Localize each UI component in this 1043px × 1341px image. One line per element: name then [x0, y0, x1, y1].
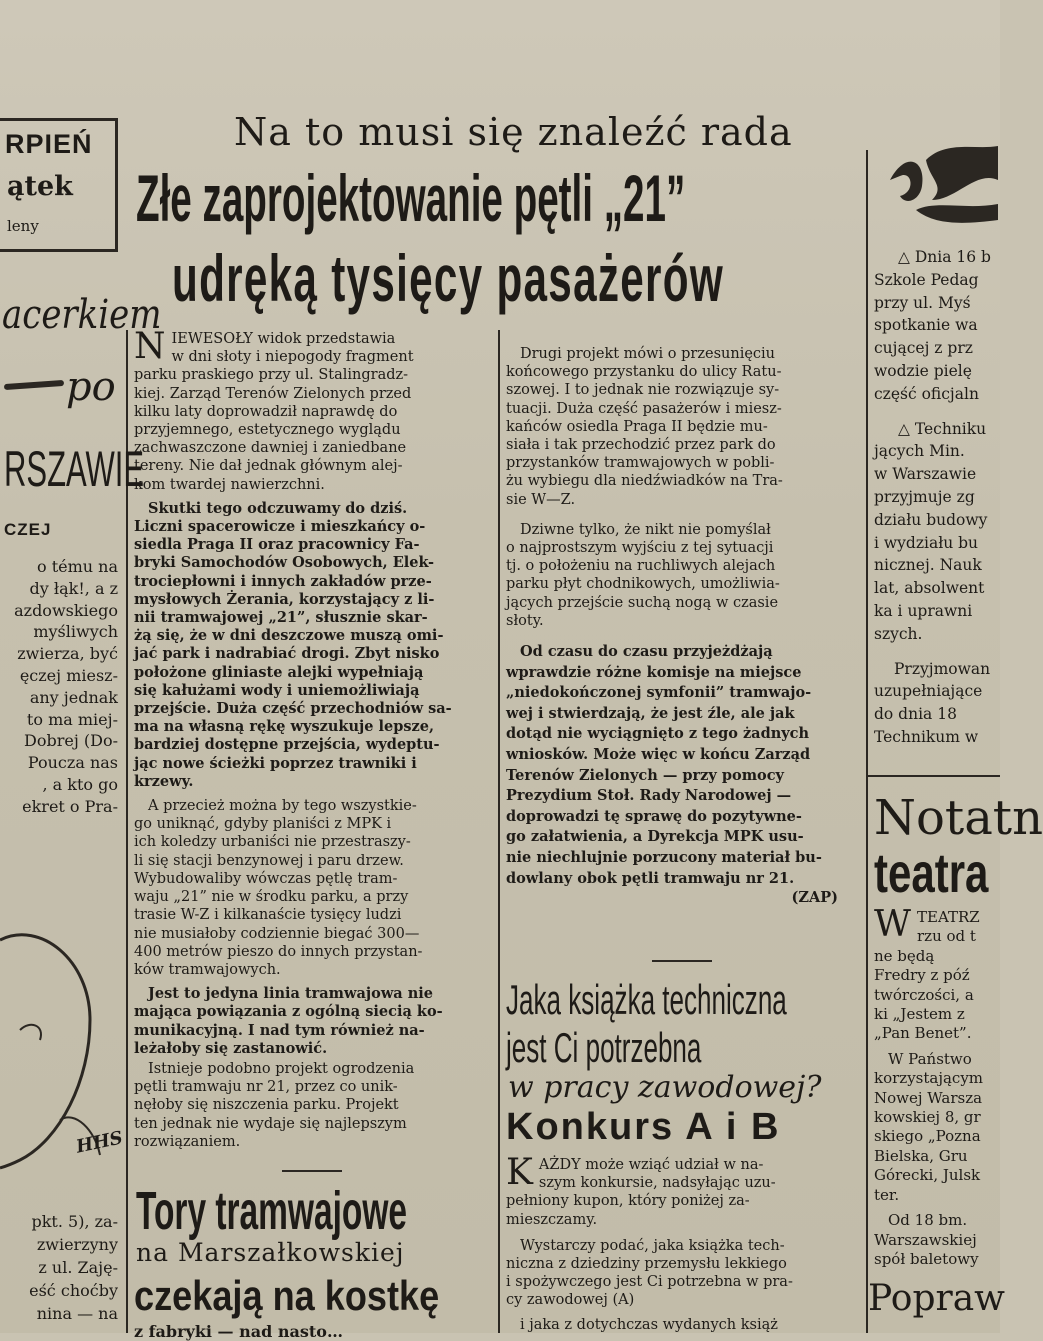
popraw-heading: Popraw: [868, 1278, 1005, 1319]
text-line: zachwaszczone dawniej i zaniedbane: [134, 440, 407, 457]
text-line: Istnieje podobno projekt ogrodzenia: [148, 1060, 415, 1077]
left-box: [0, 118, 118, 252]
text-line: cy zawodowej (A): [506, 1292, 635, 1309]
box-subtitle: ątek: [7, 171, 73, 202]
text-line: kom twardej nawierzchni.: [134, 476, 325, 493]
text-line: żu wybiegu dla niedźwiadków na Tra-: [506, 473, 783, 490]
text-line: Od 18 bm.: [888, 1211, 968, 1230]
text-line: Fredry z póź: [874, 966, 970, 985]
text-line: przy ul. Myś: [874, 293, 971, 312]
notatnik-heading: Notatn: [874, 790, 1043, 846]
text-line: się kałużami wody i uniemożliwiają: [134, 681, 420, 699]
text-line: Wybudowaliby wówczas pętlę tram-: [134, 870, 398, 887]
text-line: spół baletowy: [874, 1249, 979, 1268]
article-column-2: [506, 345, 858, 907]
right-column-text: [874, 246, 1034, 749]
text-line: i jaka z dotychczas wydanych książ: [520, 1316, 778, 1333]
notatnik-subheading: teatra: [874, 841, 989, 904]
article-headline: Złe zaprojektowanie pętli „21”: [136, 161, 686, 235]
text-line: wej i stwierdzają, że jest źle, ale jak: [506, 704, 795, 722]
text-line: , a kto go: [42, 774, 118, 794]
text-line: żą się, że w dni deszczowe muszą omi-: [134, 627, 444, 645]
text-line: tuacji. Duża część pasażerów i miesz-: [506, 400, 782, 417]
text-line: nęłoby się niszczenia parku. Projekt: [134, 1097, 399, 1114]
paragraph: [874, 658, 1034, 749]
text-line: any jednak: [29, 687, 118, 707]
text-line: Bielska, Gru: [874, 1146, 968, 1165]
paragraph: [506, 521, 858, 630]
bold-paragraph: [134, 985, 490, 1058]
text-line: azdowskiego: [14, 600, 118, 620]
tory-subheadline: na Marszałkowskiej: [136, 1238, 405, 1267]
text-line: Liczni spacerowicze i mieszkańcy o-: [134, 518, 426, 536]
text-line: kowskiej 8, gr: [874, 1108, 981, 1127]
text-line: dotąd nie wyciągnięto z tego żadnych: [506, 725, 810, 743]
text-line: nina — na: [36, 1304, 118, 1323]
article-column-1: [134, 326, 490, 1151]
text-line: lat, absolwent: [874, 579, 985, 598]
text-line: ten jednak nie wydaje się najlepszym: [134, 1115, 407, 1132]
paragraph: [506, 345, 858, 509]
text-line: nicznej. Nauk: [874, 556, 982, 575]
text-line: rzu od t: [917, 927, 976, 946]
text-line: Poucza nas: [27, 753, 118, 773]
text-line: pętli tramwaju nr 21, przez co unik-: [134, 1079, 398, 1096]
text-line: szych.: [874, 624, 923, 643]
script-title: acerkiem: [2, 292, 162, 338]
text-line: wodzie pielę: [874, 361, 972, 380]
text-line: ekret o Pra-: [22, 796, 118, 816]
text-line: leżałoby się zastanowić.: [134, 1039, 328, 1057]
text-line: jać park i nadrabiać drogi. Zbyt nisko: [134, 645, 440, 663]
text-line: zwierza, być: [17, 644, 118, 664]
text-line: mieszczamy.: [506, 1211, 598, 1228]
text-line: przyjmuje zg: [874, 487, 975, 506]
text-line: dy łąk!, a z: [29, 578, 118, 598]
drop-cap: K: [506, 1152, 533, 1193]
paragraph: [134, 1060, 490, 1151]
text-line: Prezydium Stoł. Rady Narodowej —: [506, 787, 792, 805]
bold-paragraph: [506, 642, 858, 889]
text-line: go załatwienia, a Dyrekcja MPK usu-: [506, 828, 804, 846]
text-line: Skutki tego odczuwamy do dziś.: [148, 499, 408, 517]
text-line: cującej z prz: [874, 339, 973, 358]
konkurs-headline-second: jest Ci potrzebna: [506, 1024, 702, 1071]
text-line: A przecież można by tego wszystkie-: [148, 798, 417, 815]
text-line: Dobrej (Do-: [24, 731, 118, 751]
text-line: trociepłowni i innych zakładów prze-: [134, 572, 432, 590]
text-line: rozwiązaniem.: [134, 1133, 241, 1150]
text-line: Przyjmowan: [894, 659, 991, 678]
text-line: wniosków. Może więc w końcu Zarząd: [506, 746, 811, 764]
text-line: △ Techniku: [898, 419, 987, 438]
text-line: o najprostszym wyjściu z tej sytuacji: [506, 540, 774, 557]
decorative-logo-icon: [886, 140, 1000, 236]
text-line: ich koledzy urbaniści nie przestraszy-: [134, 834, 411, 851]
article-headline-second: udręką tysięcy pasażerów: [172, 241, 724, 315]
text-line: skiego „Pozna: [874, 1127, 981, 1146]
text-line: trasie W-Z i kilkanaście tysięcy ludzi: [134, 907, 402, 924]
text-line: to ma miej-: [26, 709, 118, 729]
text-line: w dni słoty i niepogody fragment: [171, 349, 414, 366]
text-line: li się stacji benzynowej i paru drzew.: [134, 852, 404, 869]
text-line: bardziej dostępne przejścia, wydeptu-: [134, 736, 440, 754]
text-line: kańców osiedla Praga II będzie mu-: [506, 418, 768, 435]
paragraph: [874, 418, 1034, 646]
section-subheading: CZEJ: [4, 520, 52, 539]
text-line: i wydziału bu: [874, 533, 979, 552]
text-line: eść choćby: [29, 1281, 118, 1300]
text-line: waju „21” nie w środku parku, a przy: [134, 889, 409, 906]
text-line: ki „Jestem z: [874, 1005, 965, 1024]
text-line: siała i tak przechodzić przez park do: [506, 437, 776, 454]
text-line: korzystającym: [874, 1069, 984, 1088]
text-line: „Pan Benet”.: [874, 1024, 972, 1043]
text-line: ter.: [874, 1185, 900, 1204]
text-line: dowlany obok pętli tramwaju nr 21.: [506, 869, 795, 887]
text-line: nie musiałoby codziennie biegać 300—: [134, 925, 420, 942]
text-line: wprawdzie różne komisje na miejsce: [506, 663, 802, 681]
text-line: i spożywczego jest Ci potrzebna w pra-: [506, 1274, 793, 1291]
text-line: końcowego przystanku do ulicy Ratu-: [506, 364, 782, 381]
text-line: spotkanie wa: [874, 316, 978, 335]
text-line: bryki Samochodów Osobowych, Elek-: [134, 554, 434, 572]
text-line: mająca powiązania z ogólną siecią ko-: [134, 1003, 443, 1021]
paragraph: [506, 1152, 858, 1229]
text-line: niczna z dziedziny przemysłu lekkiego: [506, 1256, 787, 1273]
text-line: nie niechlujnie porzucony materiał bu-: [506, 848, 822, 866]
text-line: Warszawskiej: [874, 1230, 977, 1249]
text-line: sie W—Z.: [506, 491, 576, 508]
konkurs-title: Konkurs A i B: [506, 1106, 781, 1148]
script-title-second: po: [66, 364, 116, 410]
konkurs-headline-third: w pracy zawodowej?: [508, 1070, 822, 1105]
text-line: pkt. 5), za-: [31, 1212, 118, 1231]
text-line: Jest to jedyna linia tramwajowa nie: [148, 985, 434, 1003]
text-line: Szkole Pedag: [874, 270, 979, 289]
tory-headline-third: czekają na kostkę: [134, 1272, 440, 1319]
drop-cap: W: [874, 904, 912, 945]
separator-rule: [868, 775, 1000, 777]
separator-rule: [282, 1170, 342, 1172]
text-line: krzewy.: [134, 772, 194, 790]
text-line: położone gliniaste alejki wypełniają: [134, 663, 424, 681]
text-line: jących przejście suchą nogą w czasie: [506, 594, 779, 611]
text-line: Drugi projekt mówi o przesunięciu: [520, 346, 776, 362]
text-line: parku płyt chodnikowych, umożliwia-: [506, 576, 780, 593]
box-title: RPIEŃ: [5, 129, 93, 159]
text-line: przejście. Duża część przechodniów sa-: [134, 700, 452, 718]
text-line: szym konkursie, nadsyłając uzu-: [538, 1175, 776, 1192]
text-line: kilku laty doprowadził naprawdę do: [134, 403, 398, 420]
text-line: tereny. Nie dał jednak głównym alej-: [134, 458, 403, 475]
text-line: myśliwych: [33, 622, 118, 642]
text-line: przystanków tramwajowych w pobli-: [506, 455, 775, 472]
tory-headline: Tory tramwajowe: [136, 1181, 408, 1241]
text-line: Technikum w: [874, 727, 979, 746]
script-title-arrow: [4, 380, 64, 390]
text-line: mysłowych Żerania, korzystający z li-: [134, 590, 435, 608]
text-line: go uniknąć, gdyby planiści z MPK i: [134, 816, 392, 833]
paragraph: [134, 797, 490, 979]
cartoon-signature: HHS: [74, 1127, 125, 1158]
text-line: ęczej miesz-: [19, 665, 118, 685]
text-line: ne będą: [874, 946, 935, 965]
article-signature: (ZAP): [791, 889, 838, 907]
box-note: leny: [7, 217, 39, 235]
text-line: ka i uprawni: [874, 601, 973, 620]
text-line: tj. o położeniu na ruchliwych alejach: [506, 558, 776, 575]
text-line: pełniony kupon, który poniżej za-: [506, 1193, 750, 1210]
text-line: doprowadzi tę sprawę do pozytywne-: [506, 807, 802, 825]
text-line: przyjemnego, estetycznego wyglądu: [134, 422, 401, 439]
text-line: parku praskiego przy ul. Stalingradz-: [134, 367, 409, 384]
tory-cutoff-text: z fabryki — nad nasto…: [134, 1322, 343, 1341]
text-line: W Państwo: [888, 1049, 972, 1068]
column-rule: [866, 150, 868, 1333]
paragraph: [874, 1050, 1034, 1205]
section-heading: RSZAWIE: [4, 441, 145, 497]
text-line: 400 metrów pieszo do innych przystan-: [134, 943, 423, 960]
drop-cap: N: [134, 326, 166, 367]
text-line: kiej. Zarząd Terenów Zielonych przed: [134, 385, 412, 402]
text-line: ma na własną rękę wyszukuje lepsze,: [134, 718, 435, 736]
right-column-theatre: [874, 904, 1034, 1269]
text-line: część oficjaln: [874, 384, 979, 403]
text-line: działu budowy: [874, 510, 988, 529]
text-line: słoty.: [506, 612, 544, 629]
text-line: nii tramwajowej „21”, słusznie skar-: [134, 609, 428, 627]
text-line: z ul. Zaję-: [38, 1258, 118, 1277]
paragraph: [874, 1211, 1034, 1269]
konkurs-headline: Jaka książka techniczna: [506, 976, 787, 1023]
text-line: Od czasu do czasu przyjeżdżają: [520, 643, 773, 661]
text-line: AŻDY może wziąć udział w na-: [538, 1157, 764, 1173]
text-line: TEATRZ: [917, 908, 980, 926]
text-line: Terenów Zielonych — przy pomocy: [506, 766, 784, 784]
text-line: siedla Praga II oraz pracownicy Fa-: [134, 536, 420, 554]
text-line: twórczości, a: [874, 985, 974, 1004]
text-line: szowej. I to jednak nie rozwiązuje sy-: [506, 382, 780, 399]
article-kicker: Na to musi się znaleźć rada: [234, 110, 793, 154]
left-bottom-text: [0, 1210, 118, 1325]
text-line: IEWESOŁY widok przedstawia: [171, 331, 396, 347]
text-line: do dnia 18: [874, 705, 957, 724]
paragraph: [874, 246, 1034, 406]
text-line: jących Min.: [874, 442, 965, 461]
text-line: ków tramwajowych.: [134, 961, 281, 978]
text-line: „niedokończonej symfonii” tramwajo-: [506, 684, 812, 702]
text-line: munikacyjną. I nad tym również na-: [134, 1021, 425, 1039]
paragraph: [874, 904, 1034, 1044]
text-line: Wystarczy podać, jaka książka tech-: [520, 1237, 785, 1254]
paragraph: [506, 1237, 858, 1310]
text-line: w Warszawie: [874, 465, 977, 484]
text-line: Górecki, Julsk: [874, 1166, 981, 1185]
bold-paragraph: [134, 500, 490, 791]
column-rule: [498, 330, 500, 1333]
text-line: Nowej Warsza: [874, 1088, 983, 1107]
text-line: zwierzyny: [36, 1235, 118, 1254]
left-text: [0, 556, 118, 818]
konkurs-text: [506, 1152, 858, 1334]
text-line: △ Dnia 16 b: [898, 248, 991, 266]
separator-rule: [652, 960, 712, 962]
text-line: Dziwne tylko, że nikt nie pomyślał: [520, 521, 771, 538]
text-line: uzupełniające: [874, 682, 983, 701]
text-line: o tému na: [36, 557, 118, 576]
text-line: jąc nowe ścieżki poprzez trawniki i: [134, 754, 417, 772]
